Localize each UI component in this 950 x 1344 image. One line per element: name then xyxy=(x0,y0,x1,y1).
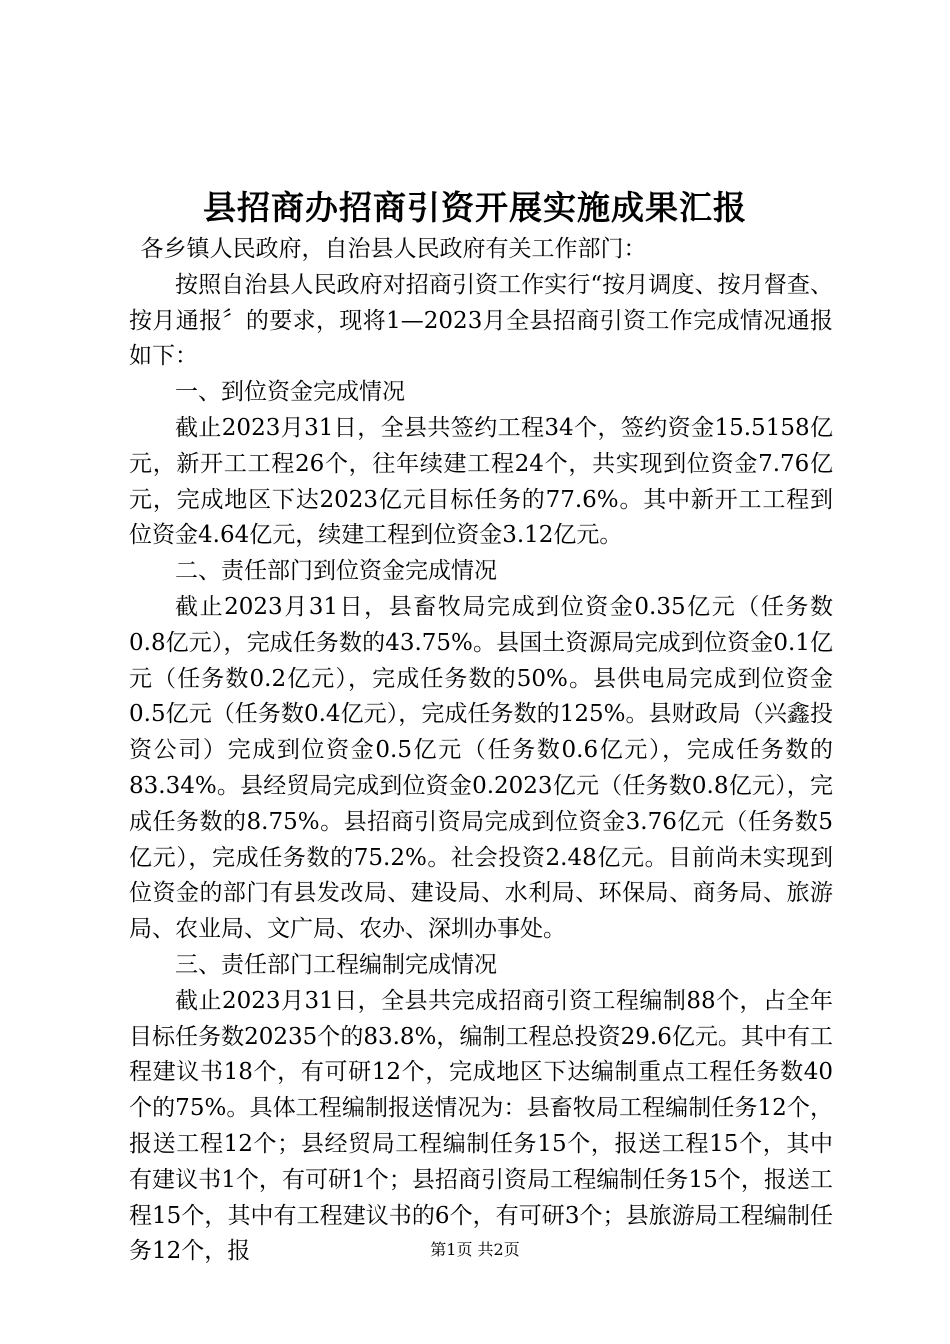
document-title: 县招商办招商引资开展实施成果汇报 xyxy=(203,188,747,227)
section2-paragraph: 截止2023月31日，县畜牧局完成到位资金0.35亿元（任务数0.8亿元），完成任务数的43.75%。县国土资源局完成到位资金0.1亿元（任务数0.2亿元），完成任务数的50%。县供电局完成到位资金0.5亿元（任务数0.4亿元），完成任务数的125%。县财政局（兴鑫投资公司）完成到位资金0.5亿元（任务数0.6亿元），完成任务数的83.34%。县经贸局完成到位资金0.2023亿元（任务数0.8亿元），完成任务数的8.75%。县招商引资局完成到位资金3.76亿元（任务数5亿元），完成任务数的75.2%。社会投资2.48亿元。目前尚未实现到位资金的部门有县发改局、建设局、水利局、环保局、商务局、旅游局、农业局、文广局、农办、深圳办事处。 xyxy=(129,593,833,943)
section2-heading: 二、责任部门到位资金完成情况 xyxy=(175,558,497,585)
page-footer: 第1页 共2页 xyxy=(430,1240,520,1259)
section1-paragraph: 截止2023月31日，全县共签约工程34个，签约资金15.5158亿元，新开工工程26个，往年续建工程24个，共实现到位资金7.76亿元，完成地区下达2023亿元目标任务的77.6%。其中新开工工程到位资金4.64亿元，续建工程到位资金3.12亿元。 xyxy=(129,414,833,549)
intro-paragraph: 按照自治县人民政府对招商引资工作实行“按月调度、按月督查、按月通报〞的要求，现将1—2023月全县招商引资工作完成情况通报如下： xyxy=(129,271,833,370)
document-body xyxy=(129,232,833,1270)
section3-heading: 三、责任部门工程编制完成情况 xyxy=(175,951,497,978)
section3-paragraph: 截止2023月31日，全县共完成招商引资工程编制88个，占全年目标任务数20235个的83.8%，编制工程总投资29.6亿元。其中有工程建议书18个，有可研12个，完成地区下达编制重点工程任务数40个的75%。具体工程编制报送情况为：县畜牧局工程编制任务12个，报送工程12个；县经贸局工程编制任务15个，报送工程15个，其中有建议书1个，有可研1个；县招商引资局工程编制任务15个，报送工程15个，其中有工程建议书的6个，有可研3个；县旅游局工程编制任务12个，报 xyxy=(129,987,833,1265)
salutation: 各乡镇人民政府，自治县人民政府有关工作部门： xyxy=(140,236,647,262)
section1-heading: 一、到位资金完成情况 xyxy=(175,379,405,406)
